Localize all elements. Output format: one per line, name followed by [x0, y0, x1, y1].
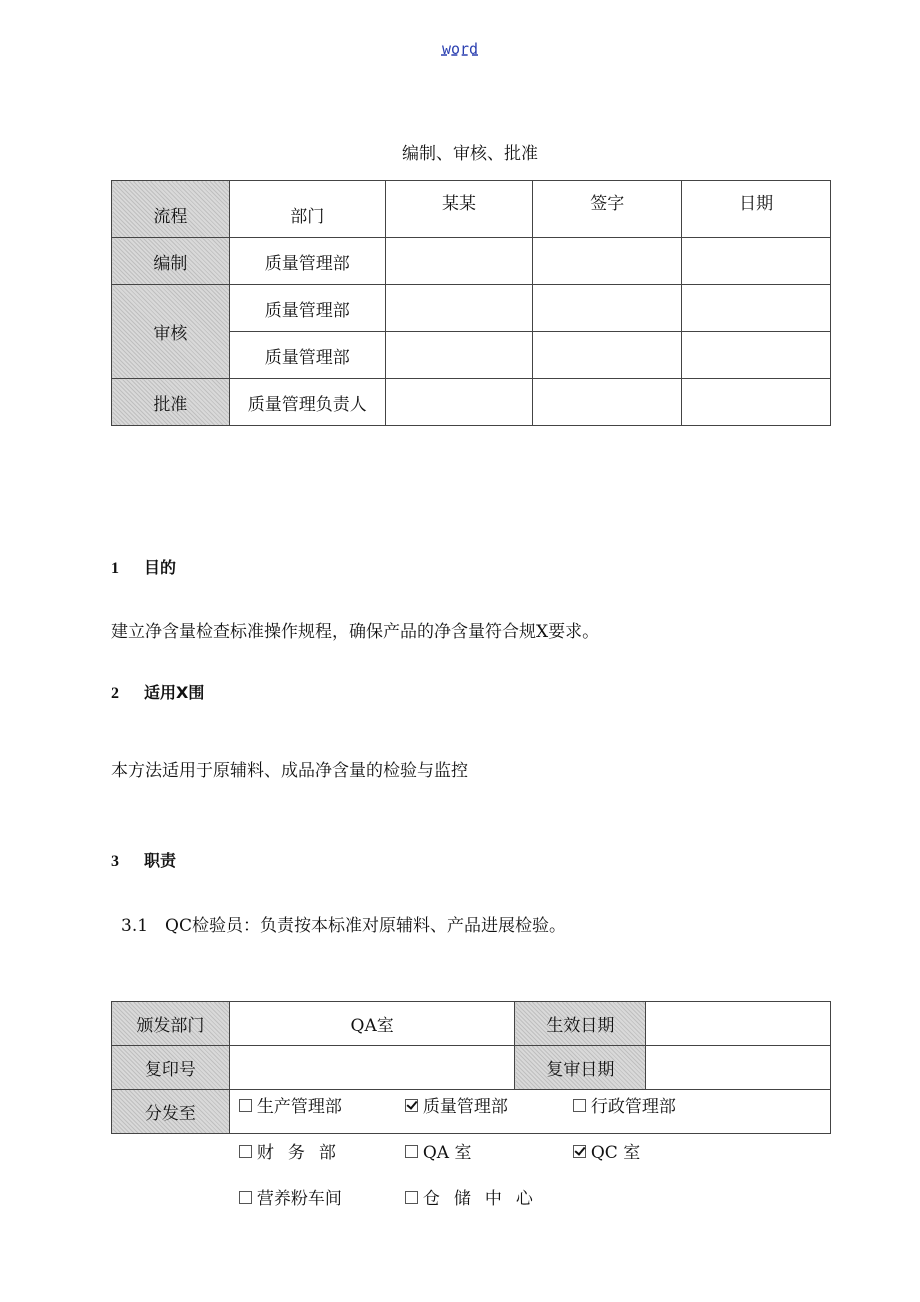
header-process: 流程 [112, 181, 230, 238]
department-cell: 质量管理部 [229, 238, 385, 285]
approval-row-compile [112, 238, 831, 285]
approval-row-approve [112, 379, 831, 426]
option-warehouse-center[interactable] [405, 1184, 547, 1209]
dist-row-distribute [112, 1090, 831, 1134]
distribute-to-label: 分发至 [112, 1090, 230, 1134]
dist-row-copy [112, 1046, 831, 1090]
section-title: 目的 [144, 558, 177, 577]
section-number: 3 [111, 853, 119, 870]
section-number: 2 [111, 685, 119, 702]
checkbox-checked-icon[interactable] [573, 1145, 586, 1158]
signature-cell[interactable] [533, 285, 682, 332]
effective-date-value[interactable] [646, 1002, 831, 1046]
header-department: 部门 [229, 181, 385, 238]
option-label: 生产管理部 [256, 1097, 342, 1117]
process-cell: 编制 [112, 238, 230, 285]
approval-caption: 编制、审核、批准 [402, 144, 538, 164]
section-title: 适用X围 [144, 683, 205, 702]
department-cell: 质量管理部 [229, 285, 385, 332]
copy-no-label: 复印号 [112, 1046, 230, 1090]
review-date-value[interactable] [646, 1046, 831, 1090]
distribution-table [111, 1001, 831, 1209]
review-date-label: 复审日期 [515, 1046, 646, 1090]
name-cell[interactable] [385, 332, 533, 379]
header-date: 日期 [682, 181, 831, 238]
option-nutrition-workshop[interactable] [239, 1184, 342, 1209]
option-qc-room[interactable] [573, 1138, 640, 1163]
header-signature: 签字 [533, 181, 682, 238]
checkbox-icon[interactable] [239, 1191, 252, 1204]
section-number: 1 [111, 560, 119, 577]
option-label: 行政管理部 [590, 1097, 676, 1117]
header-name: 某某 [385, 181, 533, 238]
section-heading-purpose [111, 555, 176, 578]
name-cell[interactable] [385, 379, 533, 426]
dist-row-issuing [112, 1002, 831, 1046]
date-cell[interactable] [682, 332, 831, 379]
signature-cell[interactable] [533, 238, 682, 285]
distribution-options [229, 1090, 830, 1209]
option-label: 财务部 [256, 1143, 350, 1163]
name-cell[interactable] [385, 238, 533, 285]
name-cell[interactable] [385, 285, 533, 332]
option-label: 质量管理部 [422, 1097, 508, 1117]
checkbox-icon[interactable] [239, 1145, 252, 1158]
copy-no-value[interactable] [229, 1046, 515, 1090]
section-heading-scope [111, 680, 204, 703]
section-title: 职责 [144, 851, 177, 870]
department-cell: 质量管理部 [229, 332, 385, 379]
approval-table [111, 180, 831, 426]
issuing-dept-label: 颁发部门 [112, 1002, 230, 1046]
effective-date-label: 生效日期 [515, 1002, 646, 1046]
checkbox-icon[interactable] [405, 1145, 418, 1158]
option-label: QC 室 [590, 1143, 641, 1163]
section-body-purpose: 建立净含量检查标准操作规程，确保产品的净含量符合规X要求。 [111, 622, 600, 642]
option-production-dept[interactable] [239, 1092, 342, 1117]
date-cell[interactable] [682, 285, 831, 332]
process-cell: 批准 [112, 379, 230, 426]
option-label: 营养粉车间 [256, 1189, 342, 1209]
option-admin-dept[interactable] [573, 1092, 676, 1117]
date-cell[interactable] [682, 238, 831, 285]
option-label: 仓储中心 [422, 1189, 547, 1209]
issuing-dept-value: QA室 [229, 1002, 515, 1046]
checkbox-checked-icon[interactable] [405, 1099, 418, 1112]
approval-row-review [112, 285, 831, 332]
process-cell: 审核 [112, 285, 230, 379]
checkbox-icon[interactable] [405, 1191, 418, 1204]
date-cell[interactable] [682, 379, 831, 426]
signature-cell[interactable] [533, 332, 682, 379]
option-label: QA 室 [422, 1143, 472, 1163]
option-qa-room[interactable] [405, 1138, 472, 1163]
signature-cell[interactable] [533, 379, 682, 426]
approval-header-row [112, 181, 831, 238]
section-body-duties: 3.1 QC检验员：负责按本标准对原辅料、产品进展检验。 [121, 916, 566, 936]
section-heading-duties [111, 848, 176, 871]
option-finance-dept[interactable] [239, 1138, 350, 1163]
department-cell: 质量管理负责人 [229, 379, 385, 426]
header-word-link[interactable]: word [441, 40, 479, 58]
section-body-scope: 本方法适用于原辅料、成品净含量的检验与监控 [111, 761, 468, 781]
checkbox-icon[interactable] [239, 1099, 252, 1112]
option-quality-dept[interactable] [405, 1092, 508, 1117]
checkbox-icon[interactable] [573, 1099, 586, 1112]
